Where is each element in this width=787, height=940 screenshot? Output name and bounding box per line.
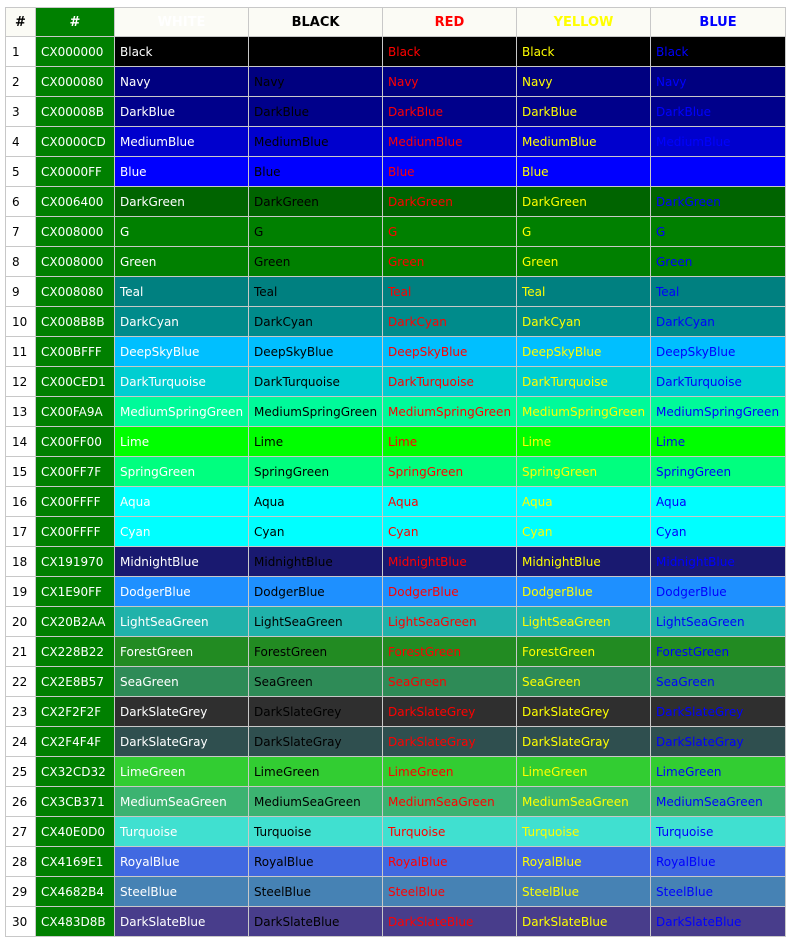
color-name-on-red: Blue	[383, 157, 517, 187]
row-number: 4	[6, 127, 36, 157]
table-row	[6, 757, 786, 787]
color-name-on-black: DarkSlateGray	[249, 727, 383, 757]
color-code: CX4682B4	[36, 877, 115, 907]
color-name-on-blue: DarkSlateGray	[651, 727, 786, 757]
table-row	[6, 67, 786, 97]
color-name-on-red: DarkGreen	[383, 187, 517, 217]
table-row	[6, 637, 786, 667]
color-name-on-white: Aqua	[115, 487, 249, 517]
color-name-on-yellow: MediumBlue	[517, 127, 651, 157]
header-black: BLACK	[249, 8, 383, 37]
table-row	[6, 247, 786, 277]
color-name-on-red: DodgerBlue	[383, 577, 517, 607]
color-name-on-red: DarkBlue	[383, 97, 517, 127]
color-name-on-yellow: Lime	[517, 427, 651, 457]
color-code: CX1E90FF	[36, 577, 115, 607]
color-name-on-red: RoyalBlue	[383, 847, 517, 877]
color-name-on-red: MediumBlue	[383, 127, 517, 157]
color-name-on-red: Green	[383, 247, 517, 277]
table-row	[6, 127, 786, 157]
color-name-on-black: Lime	[249, 427, 383, 457]
table-row	[6, 907, 786, 937]
table-row	[6, 427, 786, 457]
color-name-on-blue: Black	[651, 37, 786, 67]
table-row	[6, 97, 786, 127]
row-number: 7	[6, 217, 36, 247]
color-name-on-red: DeepSkyBlue	[383, 337, 517, 367]
color-name-on-red: Black	[383, 37, 517, 67]
color-name-on-yellow: LightSeaGreen	[517, 607, 651, 637]
table-row	[6, 187, 786, 217]
color-code: CX00008B	[36, 97, 115, 127]
row-number: 20	[6, 607, 36, 637]
color-name-on-red: DarkSlateGray	[383, 727, 517, 757]
color-name-on-blue: LightSeaGreen	[651, 607, 786, 637]
table-row	[6, 457, 786, 487]
color-code: CX00FA9A	[36, 397, 115, 427]
table-row	[6, 877, 786, 907]
table-row	[6, 817, 786, 847]
color-name-on-yellow: DeepSkyBlue	[517, 337, 651, 367]
color-name-on-black: Teal	[249, 277, 383, 307]
color-name-on-red: MediumSpringGreen	[383, 397, 517, 427]
table-row	[6, 727, 786, 757]
color-name-on-black: ForestGreen	[249, 637, 383, 667]
color-name-on-blue: SpringGreen	[651, 457, 786, 487]
color-name-on-black: Aqua	[249, 487, 383, 517]
row-number: 5	[6, 157, 36, 187]
row-number: 27	[6, 817, 36, 847]
color-code: CX3CB371	[36, 787, 115, 817]
color-name-on-white: G	[115, 217, 249, 247]
color-name-on-black: Navy	[249, 67, 383, 97]
color-code: CX0000CD	[36, 127, 115, 157]
color-name-on-yellow: MediumSpringGreen	[517, 397, 651, 427]
color-name-on-red: MediumSeaGreen	[383, 787, 517, 817]
color-name-on-white: MediumBlue	[115, 127, 249, 157]
table-row	[6, 667, 786, 697]
color-name-on-red: Teal	[383, 277, 517, 307]
color-name-on-blue: Green	[651, 247, 786, 277]
color-name-on-blue: Cyan	[651, 517, 786, 547]
color-name-on-white: Navy	[115, 67, 249, 97]
table-row	[6, 337, 786, 367]
color-name-on-black: SpringGreen	[249, 457, 383, 487]
color-name-on-black: MediumBlue	[249, 127, 383, 157]
color-name-on-yellow: SeaGreen	[517, 667, 651, 697]
color-name-on-black: Blue	[249, 157, 383, 187]
color-code: CX00CED1	[36, 367, 115, 397]
color-name-on-white: MediumSeaGreen	[115, 787, 249, 817]
color-name-on-blue: Aqua	[651, 487, 786, 517]
color-name-on-red: ForestGreen	[383, 637, 517, 667]
row-number: 11	[6, 337, 36, 367]
color-name-on-black: DeepSkyBlue	[249, 337, 383, 367]
color-name-on-yellow: DarkSlateGray	[517, 727, 651, 757]
color-name-on-blue: SteelBlue	[651, 877, 786, 907]
color-name-on-red: Turquoise	[383, 817, 517, 847]
table-row	[6, 217, 786, 247]
table-row	[6, 157, 786, 187]
color-name-on-white: DodgerBlue	[115, 577, 249, 607]
color-name-on-yellow: DarkTurquoise	[517, 367, 651, 397]
color-name-on-red: SeaGreen	[383, 667, 517, 697]
color-name-on-black: LightSeaGreen	[249, 607, 383, 637]
color-name-on-blue: ForestGreen	[651, 637, 786, 667]
color-table	[5, 7, 786, 937]
color-code: CX2F4F4F	[36, 727, 115, 757]
color-name-on-yellow: DarkCyan	[517, 307, 651, 337]
color-name-on-yellow: Blue	[517, 157, 651, 187]
color-name-on-blue: DarkSlateGrey	[651, 697, 786, 727]
table-row	[6, 307, 786, 337]
table-row	[6, 37, 786, 67]
color-name-on-black: DarkSlateBlue	[249, 907, 383, 937]
row-number: 29	[6, 877, 36, 907]
color-name-on-yellow: Teal	[517, 277, 651, 307]
color-name-on-blue: DarkSlateBlue	[651, 907, 786, 937]
color-name-on-blue: MediumSpringGreen	[651, 397, 786, 427]
color-name-on-red: LimeGreen	[383, 757, 517, 787]
row-number: 26	[6, 787, 36, 817]
color-code: CX4169E1	[36, 847, 115, 877]
color-code: CX191970	[36, 547, 115, 577]
header-red: RED	[383, 8, 517, 37]
color-name-on-black: MediumSpringGreen	[249, 397, 383, 427]
color-name-on-black: RoyalBlue	[249, 847, 383, 877]
color-name-on-blue: DarkTurquoise	[651, 367, 786, 397]
color-name-on-white: Black	[115, 37, 249, 67]
color-code: CX40E0D0	[36, 817, 115, 847]
color-name-on-black: DarkSlateGrey	[249, 697, 383, 727]
table-row	[6, 277, 786, 307]
color-name-on-yellow: Black	[517, 37, 651, 67]
color-name-on-white: RoyalBlue	[115, 847, 249, 877]
color-name-on-white: Teal	[115, 277, 249, 307]
color-name-on-red: SpringGreen	[383, 457, 517, 487]
color-name-on-black: Green	[249, 247, 383, 277]
color-name-on-yellow: Green	[517, 247, 651, 277]
table-row	[6, 697, 786, 727]
color-name-on-black: DarkBlue	[249, 97, 383, 127]
row-number: 23	[6, 697, 36, 727]
color-name-on-yellow: Aqua	[517, 487, 651, 517]
color-name-on-yellow: SteelBlue	[517, 877, 651, 907]
color-code: CX008080	[36, 277, 115, 307]
color-name-on-black: MediumSeaGreen	[249, 787, 383, 817]
color-name-on-red: Navy	[383, 67, 517, 97]
color-code: CX483D8B	[36, 907, 115, 937]
row-number: 18	[6, 547, 36, 577]
row-number: 3	[6, 97, 36, 127]
color-name-on-blue: SeaGreen	[651, 667, 786, 697]
color-name-on-blue: Navy	[651, 67, 786, 97]
color-name-on-white: ForestGreen	[115, 637, 249, 667]
row-number: 21	[6, 637, 36, 667]
color-code: CX000080	[36, 67, 115, 97]
color-code: CX228B22	[36, 637, 115, 667]
color-code: CX006400	[36, 187, 115, 217]
color-name-on-white: MidnightBlue	[115, 547, 249, 577]
color-name-on-yellow: RoyalBlue	[517, 847, 651, 877]
color-name-on-blue: DeepSkyBlue	[651, 337, 786, 367]
color-name-on-red: Aqua	[383, 487, 517, 517]
color-name-on-red: DarkTurquoise	[383, 367, 517, 397]
row-number: 14	[6, 427, 36, 457]
color-name-on-white: DarkTurquoise	[115, 367, 249, 397]
header-row-number: #	[6, 8, 36, 37]
table-row	[6, 487, 786, 517]
row-number: 13	[6, 397, 36, 427]
color-name-on-blue: Lime	[651, 427, 786, 457]
row-number: 22	[6, 667, 36, 697]
color-name-on-blue: Blue	[651, 157, 786, 187]
row-number: 1	[6, 37, 36, 67]
color-name-on-red: SteelBlue	[383, 877, 517, 907]
color-name-on-black: SteelBlue	[249, 877, 383, 907]
color-name-on-black: DarkTurquoise	[249, 367, 383, 397]
color-code: CX2E8B57	[36, 667, 115, 697]
color-name-on-yellow: DarkSlateBlue	[517, 907, 651, 937]
color-code: CX00FF7F	[36, 457, 115, 487]
color-name-on-black: SeaGreen	[249, 667, 383, 697]
color-name-on-black: DarkGreen	[249, 187, 383, 217]
color-name-on-yellow: MidnightBlue	[517, 547, 651, 577]
color-name-on-blue: DarkBlue	[651, 97, 786, 127]
color-name-on-yellow: ForestGreen	[517, 637, 651, 667]
color-name-on-white: Blue	[115, 157, 249, 187]
color-name-on-blue: LimeGreen	[651, 757, 786, 787]
color-name-on-black: Black	[249, 37, 383, 67]
color-name-on-white: DarkSlateGrey	[115, 697, 249, 727]
row-number: 19	[6, 577, 36, 607]
row-number: 16	[6, 487, 36, 517]
color-code: CX0000FF	[36, 157, 115, 187]
color-name-on-yellow: DarkSlateGrey	[517, 697, 651, 727]
header-row	[6, 8, 786, 37]
color-name-on-white: SpringGreen	[115, 457, 249, 487]
table-body	[6, 37, 786, 937]
color-name-on-blue: Turquoise	[651, 817, 786, 847]
header-white: WHITE	[115, 8, 249, 37]
color-name-on-white: Green	[115, 247, 249, 277]
color-name-on-red: Lime	[383, 427, 517, 457]
color-name-on-blue: RoyalBlue	[651, 847, 786, 877]
row-number: 12	[6, 367, 36, 397]
table-row	[6, 847, 786, 877]
color-name-on-black: LimeGreen	[249, 757, 383, 787]
row-number: 28	[6, 847, 36, 877]
color-name-on-blue: DarkGreen	[651, 187, 786, 217]
color-name-on-white: DarkSlateBlue	[115, 907, 249, 937]
color-name-on-white: Turquoise	[115, 817, 249, 847]
table-row	[6, 787, 786, 817]
color-name-on-blue: MediumBlue	[651, 127, 786, 157]
color-code: CX008B8B	[36, 307, 115, 337]
color-name-on-red: DarkCyan	[383, 307, 517, 337]
color-code: CX2F2F2F	[36, 697, 115, 727]
color-name-on-blue: DarkCyan	[651, 307, 786, 337]
header-color-code: #	[36, 8, 115, 37]
color-name-on-red: MidnightBlue	[383, 547, 517, 577]
color-name-on-yellow: Cyan	[517, 517, 651, 547]
row-number: 30	[6, 907, 36, 937]
color-name-on-yellow: DarkBlue	[517, 97, 651, 127]
color-name-on-white: Cyan	[115, 517, 249, 547]
color-name-on-white: MediumSpringGreen	[115, 397, 249, 427]
row-number: 2	[6, 67, 36, 97]
color-name-on-yellow: MediumSeaGreen	[517, 787, 651, 817]
color-code: CX008000	[36, 217, 115, 247]
header-yellow: YELLOW	[517, 8, 651, 37]
color-name-on-white: SteelBlue	[115, 877, 249, 907]
color-name-on-red: Cyan	[383, 517, 517, 547]
color-name-on-red: DarkSlateBlue	[383, 907, 517, 937]
color-name-on-blue: MidnightBlue	[651, 547, 786, 577]
color-name-on-black: Turquoise	[249, 817, 383, 847]
color-name-on-white: Lime	[115, 427, 249, 457]
color-name-on-white: DarkBlue	[115, 97, 249, 127]
color-name-on-blue: G	[651, 217, 786, 247]
row-number: 17	[6, 517, 36, 547]
color-code: CX00FF00	[36, 427, 115, 457]
color-name-on-blue: MediumSeaGreen	[651, 787, 786, 817]
color-name-on-yellow: Turquoise	[517, 817, 651, 847]
color-name-on-black: MidnightBlue	[249, 547, 383, 577]
table-row	[6, 547, 786, 577]
color-name-on-red: G	[383, 217, 517, 247]
table-row	[6, 367, 786, 397]
row-number: 15	[6, 457, 36, 487]
color-code: CX00FFFF	[36, 517, 115, 547]
color-name-on-white: SeaGreen	[115, 667, 249, 697]
row-number: 24	[6, 727, 36, 757]
row-number: 9	[6, 277, 36, 307]
color-name-on-white: LimeGreen	[115, 757, 249, 787]
table-row	[6, 397, 786, 427]
color-name-on-yellow: SpringGreen	[517, 457, 651, 487]
table-row	[6, 577, 786, 607]
color-name-on-red: DarkSlateGrey	[383, 697, 517, 727]
color-code: CX20B2AA	[36, 607, 115, 637]
color-name-on-white: LightSeaGreen	[115, 607, 249, 637]
row-number: 6	[6, 187, 36, 217]
color-name-on-black: G	[249, 217, 383, 247]
color-name-on-blue: DodgerBlue	[651, 577, 786, 607]
color-name-on-white: DarkCyan	[115, 307, 249, 337]
color-code: CX00BFFF	[36, 337, 115, 367]
color-name-on-red: LightSeaGreen	[383, 607, 517, 637]
color-code: CX00FFFF	[36, 487, 115, 517]
color-name-on-white: DeepSkyBlue	[115, 337, 249, 367]
color-name-on-black: DarkCyan	[249, 307, 383, 337]
table-row	[6, 607, 786, 637]
color-code: CX008000	[36, 247, 115, 277]
color-name-on-black: DodgerBlue	[249, 577, 383, 607]
table-row	[6, 517, 786, 547]
row-number: 25	[6, 757, 36, 787]
row-number: 10	[6, 307, 36, 337]
color-name-on-yellow: G	[517, 217, 651, 247]
color-name-on-white: DarkSlateGray	[115, 727, 249, 757]
color-name-on-yellow: Navy	[517, 67, 651, 97]
color-code: CX000000	[36, 37, 115, 67]
header-blue: BLUE	[651, 8, 786, 37]
color-name-on-black: Cyan	[249, 517, 383, 547]
color-code: CX32CD32	[36, 757, 115, 787]
color-name-on-yellow: LimeGreen	[517, 757, 651, 787]
color-name-on-yellow: DodgerBlue	[517, 577, 651, 607]
color-name-on-blue: Teal	[651, 277, 786, 307]
color-name-on-yellow: DarkGreen	[517, 187, 651, 217]
color-name-on-white: DarkGreen	[115, 187, 249, 217]
row-number: 8	[6, 247, 36, 277]
